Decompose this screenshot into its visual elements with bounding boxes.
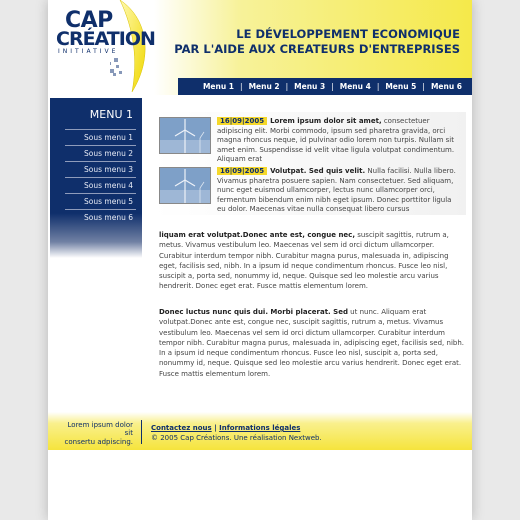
logo-cap-text: CAP (65, 8, 113, 33)
contact-link[interactable]: Contactez nous (151, 424, 212, 432)
news-item (159, 117, 464, 167)
news-thumbnail[interactable] (159, 117, 211, 154)
nav-separator: | (376, 82, 380, 91)
news-date: 16|09|2005 (217, 167, 267, 175)
page (48, 0, 472, 520)
nav-separator: | (240, 82, 243, 91)
news-body: consectetuer adipiscing elit. Morbi commodo, ipsum sed pharetra gravida, orci magna rhoncus neque, id pulvinar odio lorem non turpis. Nullam sit amet enim. Suspendisse id velit vitae ligula volutpat condimentum. Aliquam erat (217, 117, 455, 164)
footer-tagline-line-1: Lorem ipsum dolor sit (67, 421, 133, 438)
news-item (159, 167, 464, 217)
news-thumbnail[interactable] (159, 167, 211, 204)
footer-link-separator: | (214, 424, 217, 432)
paragraph-lead: liquam erat volutpat.Donec ante est, congue nec, (159, 231, 355, 239)
legal-info-link[interactable]: Informations légales (219, 424, 301, 432)
top-nav (178, 78, 472, 95)
sidebar-item-sous-menu-6[interactable]: Sous menu 6 (65, 209, 136, 225)
tagline-line-1: LE DÉVELOPPEMENT ECONOMIQUE (236, 27, 460, 41)
footer-tagline (58, 421, 133, 446)
sidebar-item-sous-menu-5[interactable]: Sous menu 5 (65, 193, 136, 209)
sidebar-item-sous-menu-3[interactable]: Sous menu 3 (65, 161, 136, 177)
nav-item-menu-5[interactable]: Menu 5 (385, 82, 417, 91)
content-paragraph (159, 307, 464, 379)
news-text (217, 117, 462, 165)
footer-tagline-line-2: consertu adpiscing. (64, 437, 133, 446)
footer-copyright: © 2005 Cap Créations. Une réalisation Nextweb. (151, 434, 322, 442)
sidebar-item-sous-menu-1[interactable]: Sous menu 1 (65, 129, 136, 145)
wind-turbine-image (160, 118, 210, 153)
paragraph-body: ut nunc. Aliquam erat volutpat.Donec ante est, congue nec, suscipit sagittis, rutrum a, metus. Vivamus vestibulum leo. Maecenas vel sem id orci dictum ullamcorper. Curabitur interdum tempor nibh. Curabitur magna purus, malesuada in, adipiscing eget, facilisis sed, nibh. In a ipsum id neque condimentum rhoncus. Fusce leo nisl, suscipit a, porta sed, nonummy id, neque. Quisque sed leo molestie arcu varius hendrerit. Donec eget erat. Fusce mattis elementum lorem. (159, 308, 464, 378)
wind-turbine-image (160, 168, 210, 203)
news-headline[interactable]: Volutpat. Sed quis velit. (270, 167, 366, 175)
footer (48, 412, 472, 450)
news-date: 16|09|2005 (217, 117, 267, 125)
footer-divider (141, 420, 142, 444)
sidebar-item-sous-menu-4[interactable]: Sous menu 4 (65, 177, 136, 193)
paragraph-body: suscipit sagittis, rutrum a, metus. Vivamus vestibulum leo. Maecenas vel sem id orci dictum ullamcorper. Curabitur interdum tempor nibh. Curabitur magna purus, malesuada in, adipiscing eget, facilisis sed, nibh. In a ipsum id neque condimentum rhoncus. Fusce leo nisl, suscipit a, porta sed, nonummy id, neque. Quisque sed leo molestie arcu varius hendrerit. Donec eget erat. Fusce mattis elementum lorem. (159, 231, 449, 291)
news-headline[interactable]: Lorem ipsum dolor sit amet, (270, 117, 382, 125)
news-text (217, 167, 462, 215)
nav-separator: | (422, 82, 425, 91)
tagline-line-2: PAR L'AIDE AUX CREATEURS D'ENTREPRISES (174, 42, 460, 56)
nav-separator: | (285, 82, 289, 91)
news-body: Nulla facilisi. Nulla libero. Vivamus pharetra posuere sapien. Nam consectetuer. Sed aliquam, nunc eget euismod ullamcorper, lectus nunc ullamcorper orci, fermentum bibendum enim nibh eget ipsum. Donec porttitor ligula eu dolor. Maecenas vitae nulla consequat libero cursus (217, 167, 456, 214)
paragraph-lead: Donec luctus nunc quis dui. Morbi placerat. Sed (159, 308, 348, 316)
sidebar-menu (65, 129, 136, 225)
nav-item-menu-2[interactable]: Menu 2 (248, 82, 280, 91)
nav-item-menu-6[interactable]: Menu 6 (430, 82, 462, 91)
nav-item-menu-4[interactable]: Menu 4 (339, 82, 371, 91)
logo-creation-text: CRÉATION (56, 28, 155, 50)
sidebar-title: MENU 1 (89, 108, 133, 121)
content-paragraph (159, 230, 464, 292)
logo-initiative-text: INITIATIVE (58, 48, 119, 55)
nav-item-menu-3[interactable]: Menu 3 (294, 82, 326, 91)
sidebar-item-sous-menu-2[interactable]: Sous menu 2 (65, 145, 136, 161)
header-tagline (174, 27, 460, 57)
footer-links (151, 424, 300, 432)
header (48, 0, 472, 95)
nav-separator: | (331, 82, 334, 91)
nav-item-menu-1[interactable]: Menu 1 (202, 82, 235, 91)
sidebar (50, 98, 142, 258)
